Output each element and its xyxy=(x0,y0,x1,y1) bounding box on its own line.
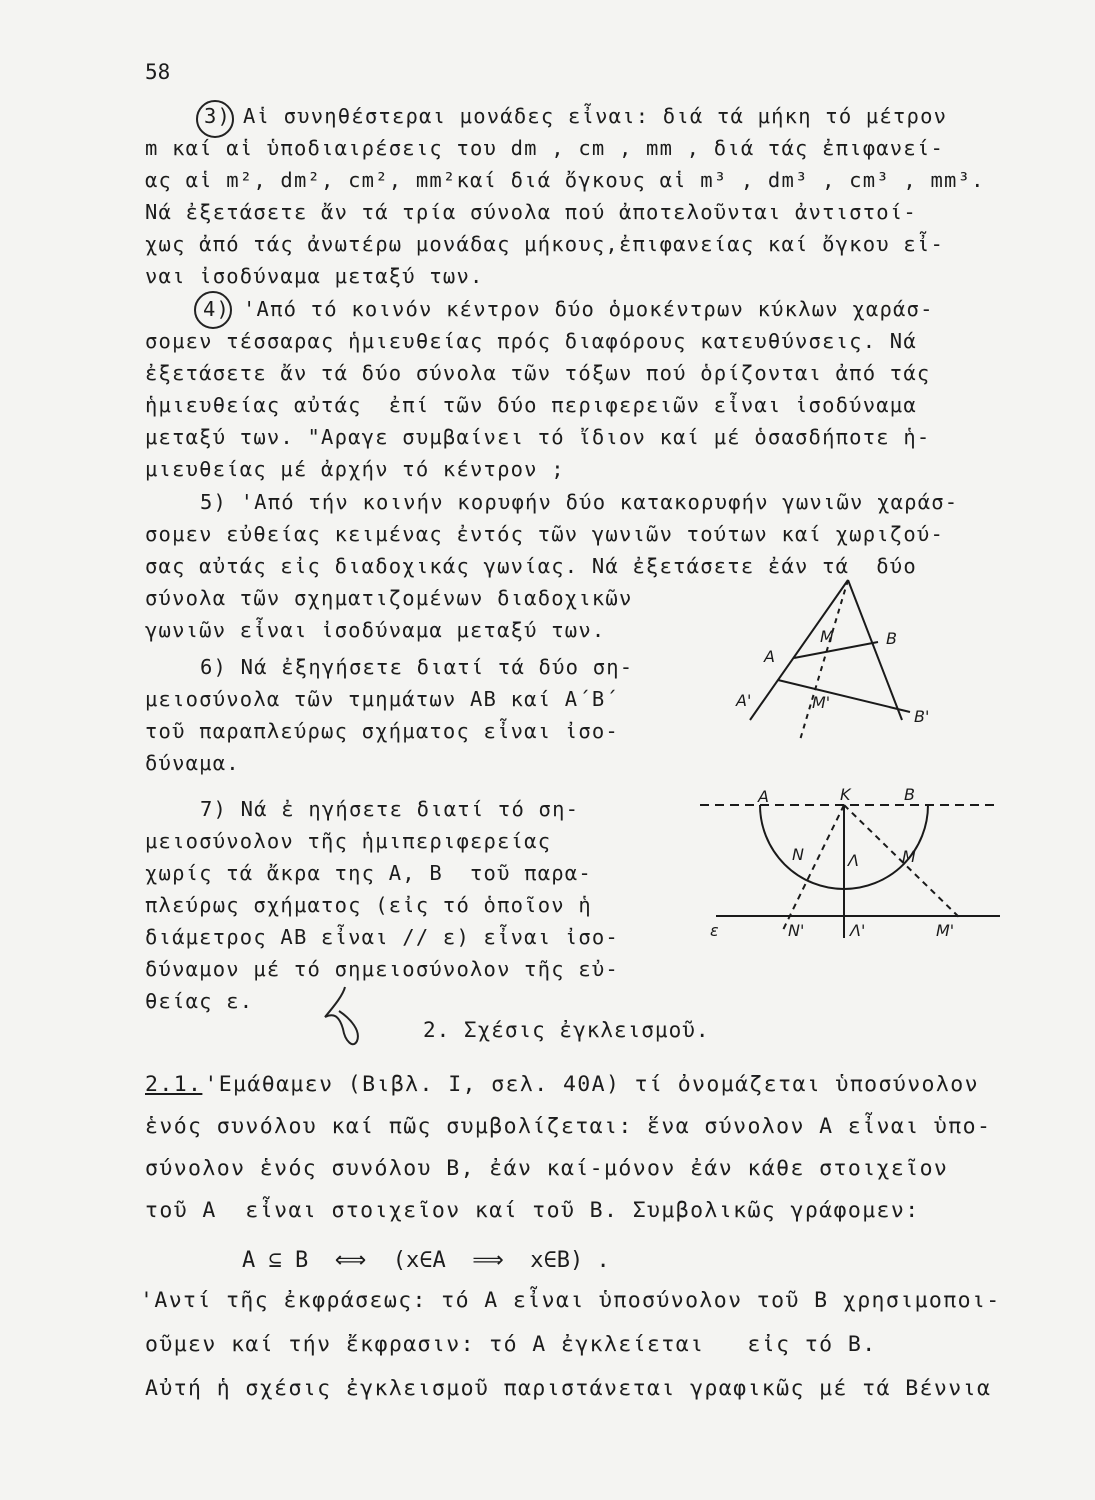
exercise-3-line: ας αἱ m², dm², cm², mm²καί διά ὄγκους αἱ m³ , dm³ , cm³ , mm³. xyxy=(145,168,985,192)
exercise-7-line: διάμετρος ΑΒ εἶναι // ε) εἶναι ἰσο- xyxy=(145,925,619,949)
exercise-4-line: 'Από τό κοινόν κέντρον δύο ὁμοκέντρων κύκλων χαράσ- xyxy=(243,297,934,321)
label-epsilon: ε xyxy=(710,921,719,940)
exercise-7-line: 7) Νά ἐ ηγήσετε διατί τό ση- xyxy=(200,797,580,821)
section-2-1-line: σύνολον ἑνός συνόλου Β, ἐάν καί-μόνον ἐάν κάθε στοιχεῖον xyxy=(145,1156,949,1181)
exercise-3-line: χως ἀπό τάς ἀνωτέρω μονάδας μήκους,ἐπιφανείας καί ὄγκου εἶ- xyxy=(145,232,944,256)
label-a: A xyxy=(764,647,775,666)
exercise-7-line: πλεύρως σχήματος (εἰς τό ὁποῖον ἡ xyxy=(145,893,592,917)
label-a-prime: A' xyxy=(736,691,752,710)
label-lambda: Λ xyxy=(848,851,859,870)
segment-a-b xyxy=(794,642,878,658)
exercise-4-line: σομεν τέσσαρας ἡμιευθείας πρός διαφόρους κατευθύνσεις. Νά xyxy=(145,329,917,353)
page-number: 58 xyxy=(145,60,171,84)
exercise-5-line: σομεν εὐθείας κειμένας ἐντός τῶν γωνιῶν τούτων καί χωριζού- xyxy=(145,522,944,546)
section-2-1-line: ἑνός συνόλου καί πῶς συμβολίζεται: ἕνα σύνολον Α εἶναι ὑπο- xyxy=(145,1114,992,1139)
figure-triangle xyxy=(720,570,980,750)
exercise-4-line: ἡμιευθείας αὐτάς ἐπί τῶν δύο περιφερειῶν εἶναι ἰσοδύναμα xyxy=(145,393,917,417)
exercise-4-line: ἐξετάσετε ἄν τά δύο σύνολα τῶν τόξων πού ὁρίζονται ἀπό τάς xyxy=(145,361,931,385)
dashed-ray-n xyxy=(782,805,844,932)
handwritten-mark xyxy=(315,985,370,1055)
label-b-prime: B' xyxy=(914,707,930,726)
exercise-4-line: μεταξύ των. "Αραγε συμβαίνει τό ἴδιον καί μέ ὁσασδήποτε ἡ- xyxy=(145,425,931,449)
label-m: M xyxy=(902,847,916,866)
segment-a2-b2 xyxy=(778,680,910,712)
exercise-5-line: σύνολα τῶν σχηματιζομένων διαδοχικῶν xyxy=(145,586,633,610)
exercise-3-number: 3) xyxy=(204,104,232,128)
subset-formula: A ⊆ B ⟺ (x∈A ⟹ x∈B) . xyxy=(242,1248,610,1273)
label-n: N xyxy=(792,845,804,864)
exercise-7-line: μειοσύνολον τῆς ἡμιπεριφερείας xyxy=(145,829,552,853)
exercise-5-line: 5) 'Από τήν κοινήν κορυφήν δύο κατακορυφήν γωνιῶν χαράσ- xyxy=(200,490,959,514)
label-m-prime: M' xyxy=(936,921,955,940)
label-lambda-prime: Λ' xyxy=(850,921,866,940)
exercise-3-line: Αἱ συνηθέστεραι μονάδες εἶναι: διά τά μήκη τό μέτρον xyxy=(243,104,948,128)
exercise-4-line: μιευθείας μέ ἀρχήν τό κέντρον ; xyxy=(145,457,565,481)
exercise-7-line: χωρίς τά ἄκρα της Α, Β τοῦ παρα- xyxy=(145,861,592,885)
label-b: B xyxy=(886,629,897,648)
exercise-5-line: σας αὐτάς εἰς διαδοχικάς γωνίας. Νά ἐξετάσετε ἐάν τά δύο xyxy=(145,554,917,578)
exercise-7-line: θείας ε. xyxy=(145,989,254,1013)
exercise-3-line: ναι ἰσοδύναμα μεταξύ των. xyxy=(145,264,484,288)
after-formula-line: 'Αντί τῆς ἐκφράσεως: τό Α εἶναι ὑποσύνολον τοῦ Β χρησιμοποι- xyxy=(140,1288,1001,1313)
exercise-6-line: τοῦ παραπλεύρως σχήματος εἶναι ἰσο- xyxy=(145,719,619,743)
label-k: K xyxy=(840,785,851,804)
exercise-6-line: δύναμα. xyxy=(145,751,240,775)
exercise-5-line: γωνιῶν εἶναι ἰσοδύναμα μεταξύ των. xyxy=(145,618,606,642)
section-2-1-line: τοῦ Α εἶναι στοιχεῖον καί τοῦ Β. Συμβολικῶς γράφομεν: xyxy=(145,1198,920,1223)
figure-semicircle xyxy=(700,780,1010,945)
label-a: A xyxy=(758,787,769,806)
section-title: 2. Σχέσις ἐγκλεισμοῦ. xyxy=(423,1018,710,1042)
exercise-7-line: δύναμον μέ τό σημειοσύνολον τῆς εὐ- xyxy=(145,957,619,981)
exercise-3-line: m καί αἱ ὑποδιαιρέσεις του dm , cm , mm , διά τάς ἐπιφανεί- xyxy=(145,136,944,160)
exercise-6-line: 6) Νά ἐξηγήσετε διατί τά δύο ση- xyxy=(200,655,634,679)
label-m-prime: M' xyxy=(812,693,831,712)
dashed-projection-line xyxy=(800,580,848,740)
section-2-1-line: 'Εμάθαμεν (Βιβλ. Ι, σελ. 40Α) τί ὀνομάζεται ὑποσύνολον xyxy=(190,1072,979,1097)
exercise-6-line: μειοσύνολα τῶν τμημάτων ΑΒ καί Α΄Β΄ xyxy=(145,687,619,711)
after-formula-line: οῦμεν καί τήν ἔκφρασιν: τό Α ἐγκλείεται εἰς τό Β. xyxy=(145,1332,877,1357)
label-b: B xyxy=(904,785,915,804)
label-n-prime: N' xyxy=(788,921,805,940)
exercise-3-line: Νά ἐξετάσετε ἄν τά τρία σύνολα πού ἀποτελοῦνται ἀντιστοί- xyxy=(145,200,917,224)
after-formula-line: Αὐτή ἡ σχέσις ἐγκλεισμοῦ παριστάνεται γραφικῶς μέ τά Βέννια xyxy=(145,1376,992,1401)
exercise-4-number: 4) xyxy=(203,297,231,321)
section-2-1-number: 2.1. xyxy=(145,1072,203,1097)
label-m: M xyxy=(820,627,834,646)
